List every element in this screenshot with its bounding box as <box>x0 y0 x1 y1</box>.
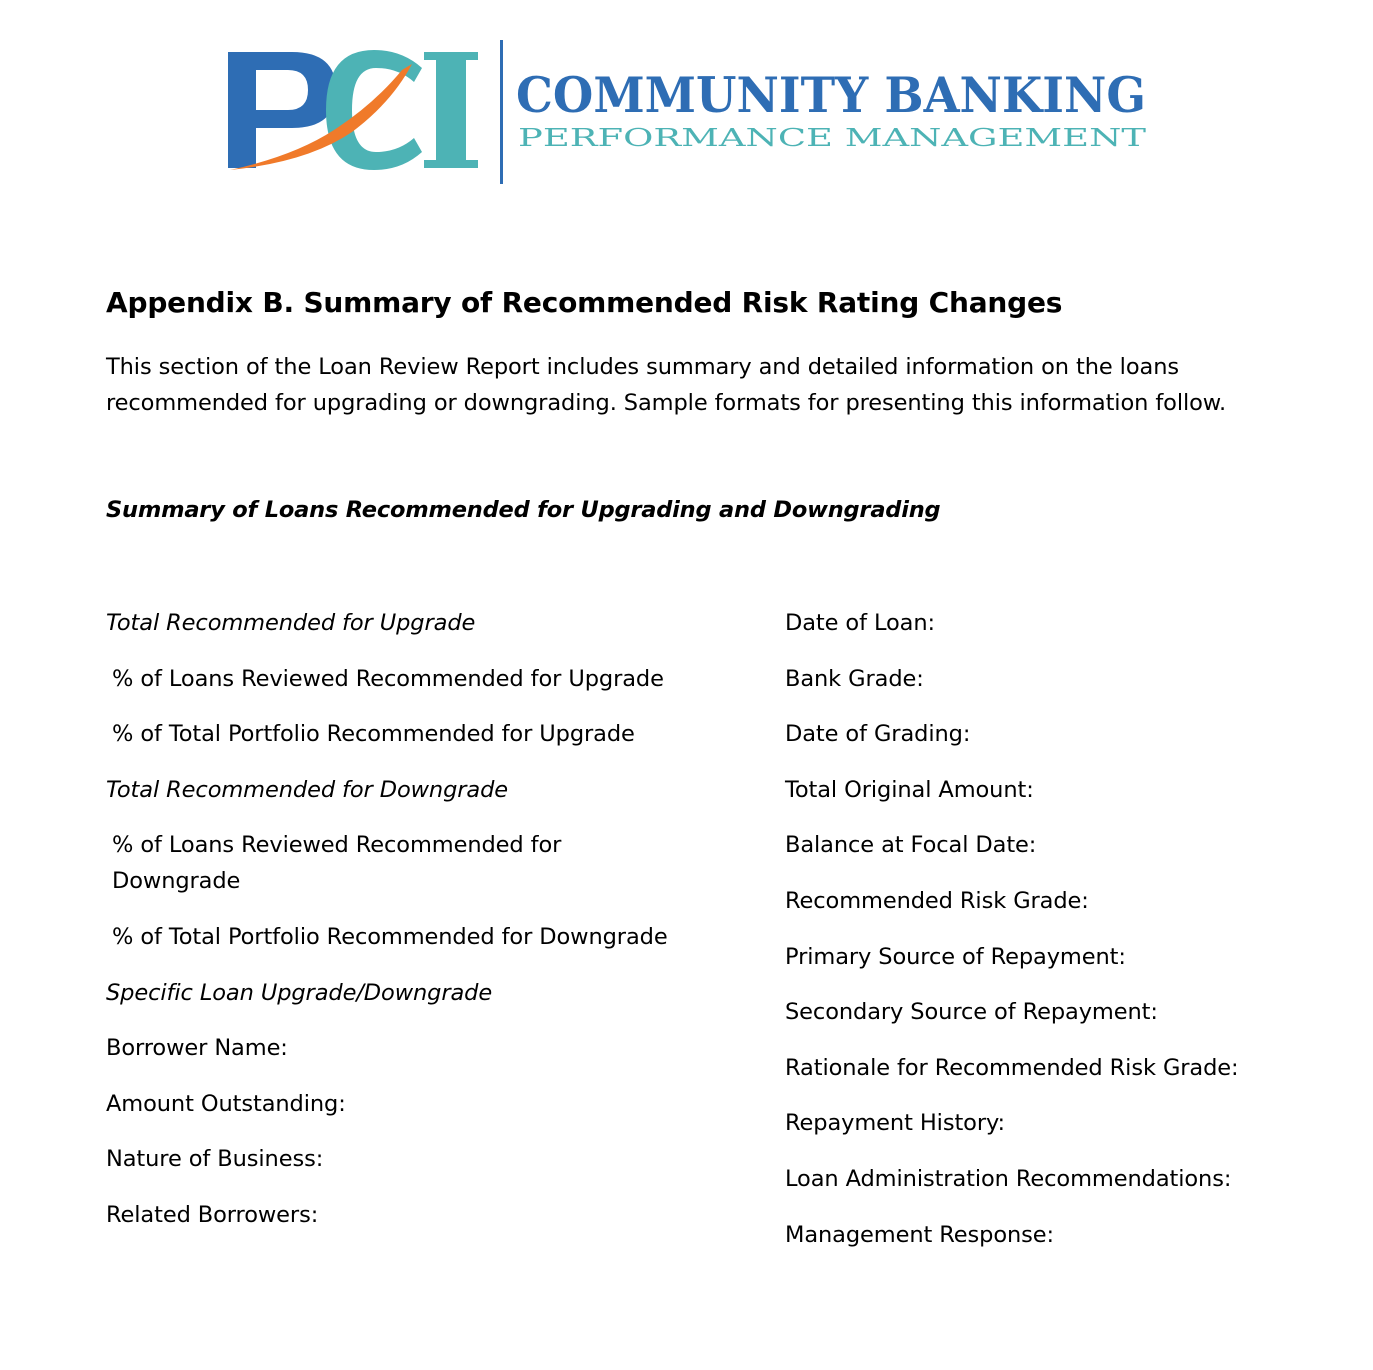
right-field-column <box>785 605 1345 1272</box>
left-field-column <box>106 605 706 1253</box>
logo-line2: PERFORMANCE MANAGEMENT <box>518 124 1146 152</box>
logo-letter-i <box>424 52 478 168</box>
field-pct-loans-downgrade: % of Loans Reviewed Recommended for Downgrade <box>112 832 562 895</box>
field-management-response: Management Response: <box>785 1221 1055 1248</box>
page-title: Appendix B. Summary of Recommended Risk Rating Changes <box>106 286 1063 319</box>
field-borrower-name: Borrower Name: <box>106 1035 288 1062</box>
logo-letter-p <box>228 52 336 168</box>
field-date-of-grading: Date of Grading: <box>785 721 971 748</box>
field-rationale: Rationale for Recommended Risk Grade: <box>785 1054 1239 1081</box>
logo-divider <box>500 40 503 184</box>
field-primary-source: Primary Source of Repayment: <box>785 943 1126 970</box>
pci-logo <box>224 38 1154 188</box>
field-total-original-amount: Total Original Amount: <box>785 776 1034 803</box>
field-amount-outstanding: Amount Outstanding: <box>106 1090 346 1117</box>
field-repayment-history: Repayment History: <box>785 1110 1006 1137</box>
field-balance-focal-date: Balance at Focal Date: <box>785 832 1037 859</box>
field-recommended-risk-grade: Recommended Risk Grade: <box>785 887 1089 914</box>
field-pct-portfolio-upgrade: % of Total Portfolio Recommended for Upgrade <box>112 721 635 748</box>
field-nature-of-business: Nature of Business: <box>106 1146 324 1173</box>
field-related-borrowers: Related Borrowers: <box>106 1201 319 1228</box>
logo-line1: COMMUNITY BANKING <box>516 66 1146 124</box>
field-total-downgrade: Total Recommended for Downgrade <box>106 776 509 803</box>
field-bank-grade: Bank Grade: <box>785 665 924 692</box>
field-pct-loans-upgrade: % of Loans Reviewed Recommended for Upgrade <box>112 665 664 692</box>
field-pct-portfolio-downgrade: % of Total Portfolio Recommended for Downgrade <box>112 923 668 950</box>
field-specific-loan: Specific Loan Upgrade/Downgrade <box>106 979 493 1006</box>
intro-paragraph: This section of the Loan Review Report includes summary and detailed information on the loans recommended for upgrading or downgrading. Sample formats for presenting this information follow. <box>106 354 1227 416</box>
field-total-upgrade: Total Recommended for Upgrade <box>106 610 476 636</box>
field-loan-admin-recs: Loan Administration Recommendations: <box>785 1165 1232 1192</box>
section-subheading: Summary of Loans Recommended for Upgrading and Downgrading <box>106 497 941 523</box>
field-date-of-loan: Date of Loan: <box>785 610 936 636</box>
field-secondary-source: Secondary Source of Repayment: <box>785 999 1158 1026</box>
